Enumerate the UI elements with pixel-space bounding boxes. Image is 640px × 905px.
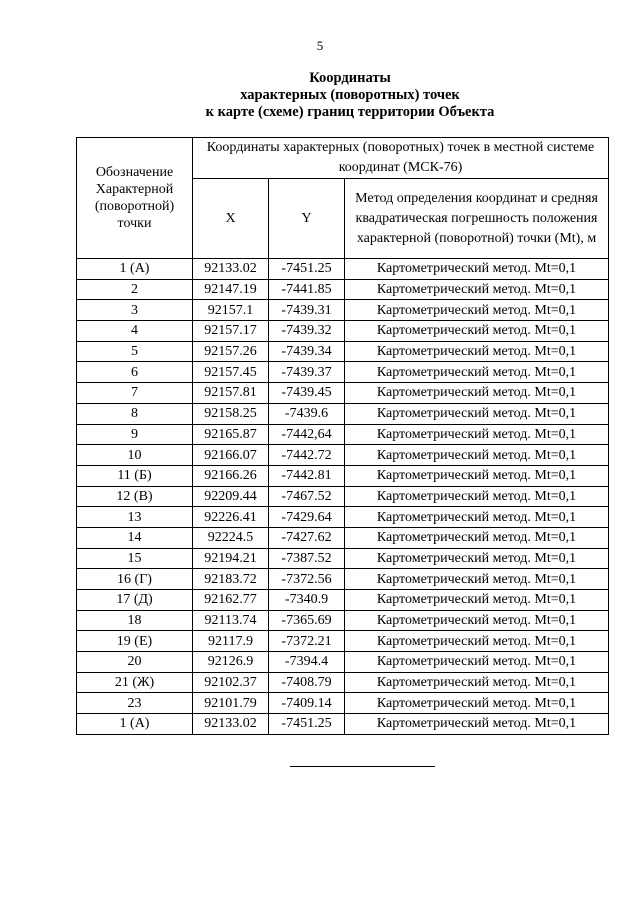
- cell-method: Картометрический метод. Mt=0,1: [345, 590, 609, 611]
- cell-point: 13: [77, 507, 193, 528]
- cell-method: Картометрический метод. Mt=0,1: [345, 672, 609, 693]
- cell-point: 20: [77, 652, 193, 673]
- cell-method: Картометрический метод. Mt=0,1: [345, 548, 609, 569]
- cell-y: -7429.64: [269, 507, 345, 528]
- cell-y: -7451.25: [269, 714, 345, 735]
- header-method: Метод определения координат и средняя квадратическая погрешность положения характерной (поворотной) точки (Mt), м: [345, 179, 609, 259]
- cell-point: 9: [77, 424, 193, 445]
- cell-method: Картометрический метод. Mt=0,1: [345, 424, 609, 445]
- cell-point: 12 (В): [77, 486, 193, 507]
- table-row: [77, 259, 609, 280]
- cell-point: 14: [77, 527, 193, 548]
- cell-y: -7394.4: [269, 652, 345, 673]
- table-row: [77, 527, 609, 548]
- cell-y: -7442.81: [269, 465, 345, 486]
- table-row: [77, 507, 609, 528]
- cell-point: 7: [77, 383, 193, 404]
- cell-method: Картометрический метод. Mt=0,1: [345, 341, 609, 362]
- cell-point: 17 (Д): [77, 590, 193, 611]
- table-row: [77, 279, 609, 300]
- cell-x: 92158.25: [193, 403, 269, 424]
- cell-x: 92224.5: [193, 527, 269, 548]
- cell-y: -7365.69: [269, 610, 345, 631]
- cell-x: 92133.02: [193, 259, 269, 280]
- table-row: [77, 403, 609, 424]
- cell-x: 92157.26: [193, 341, 269, 362]
- cell-x: 92157.45: [193, 362, 269, 383]
- cell-x: 92209.44: [193, 486, 269, 507]
- table-row: [77, 341, 609, 362]
- cell-x: 92157.1: [193, 300, 269, 321]
- cell-x: 92194.21: [193, 548, 269, 569]
- document-title: [0, 70, 640, 121]
- cell-method: Картометрический метод. Mt=0,1: [345, 362, 609, 383]
- cell-y: -7439.31: [269, 300, 345, 321]
- cell-x: 92157.81: [193, 383, 269, 404]
- cell-x: 92133.02: [193, 714, 269, 735]
- cell-point: 6: [77, 362, 193, 383]
- table-row: [77, 445, 609, 466]
- cell-y: -7441.85: [269, 279, 345, 300]
- table-row: [77, 424, 609, 445]
- cell-y: -7442.72: [269, 445, 345, 466]
- cell-method: Картометрический метод. Mt=0,1: [345, 569, 609, 590]
- cell-method: Картометрический метод. Mt=0,1: [345, 631, 609, 652]
- cell-y: -7439.37: [269, 362, 345, 383]
- table-row: [77, 652, 609, 673]
- cell-point: 16 (Г): [77, 569, 193, 590]
- table-row: [77, 383, 609, 404]
- table-row: [77, 610, 609, 631]
- cell-method: Картометрический метод. Mt=0,1: [345, 259, 609, 280]
- table-row: [77, 569, 609, 590]
- cell-method: Картометрический метод. Mt=0,1: [345, 693, 609, 714]
- cell-method: Картометрический метод. Mt=0,1: [345, 486, 609, 507]
- coordinates-table: [76, 137, 609, 735]
- cell-point: 15: [77, 548, 193, 569]
- cell-method: Картометрический метод. Mt=0,1: [345, 714, 609, 735]
- cell-y: -7372.56: [269, 569, 345, 590]
- cell-y: -7467.52: [269, 486, 345, 507]
- cell-y: -7427.62: [269, 527, 345, 548]
- cell-method: Картометрический метод. Mt=0,1: [345, 403, 609, 424]
- table-row: [77, 631, 609, 652]
- header-x: X: [193, 179, 269, 259]
- cell-x: 92113.74: [193, 610, 269, 631]
- cell-x: 92166.07: [193, 445, 269, 466]
- cell-y: -7439.32: [269, 321, 345, 342]
- table-row: [77, 486, 609, 507]
- cell-point: 3: [77, 300, 193, 321]
- cell-method: Картометрический метод. Mt=0,1: [345, 610, 609, 631]
- cell-method: Картометрический метод. Mt=0,1: [345, 465, 609, 486]
- cell-y: -7451.25: [269, 259, 345, 280]
- cell-x: 92162.77: [193, 590, 269, 611]
- cell-point: 23: [77, 693, 193, 714]
- cell-y: -7442,64: [269, 424, 345, 445]
- cell-point: 2: [77, 279, 193, 300]
- cell-y: -7439.6: [269, 403, 345, 424]
- cell-x: 92126.9: [193, 652, 269, 673]
- header-y: Y: [269, 179, 345, 259]
- cell-y: -7439.45: [269, 383, 345, 404]
- cell-x: 92165.87: [193, 424, 269, 445]
- table-row: [77, 714, 609, 735]
- cell-x: 92157.17: [193, 321, 269, 342]
- title-line-2: характерных (поворотных) точек: [240, 87, 460, 103]
- title-line-1: Координаты: [309, 70, 391, 86]
- cell-point: 10: [77, 445, 193, 466]
- cell-method: Картометрический метод. Mt=0,1: [345, 445, 609, 466]
- cell-point: 1 (А): [77, 259, 193, 280]
- table-body: [77, 259, 609, 735]
- cell-point: 1 (А): [77, 714, 193, 735]
- cell-x: 92147.19: [193, 279, 269, 300]
- cell-x: 92166.26: [193, 465, 269, 486]
- table-row: [77, 590, 609, 611]
- cell-method: Картометрический метод. Mt=0,1: [345, 527, 609, 548]
- cell-point: 19 (Е): [77, 631, 193, 652]
- header-designation: Обозначение Характерной (поворотной) точки: [77, 138, 193, 259]
- cell-x: 92101.79: [193, 693, 269, 714]
- cell-method: Картометрический метод. Mt=0,1: [345, 279, 609, 300]
- table-row: [77, 672, 609, 693]
- cell-method: Картометрический метод. Mt=0,1: [345, 507, 609, 528]
- cell-x: 92226.41: [193, 507, 269, 528]
- cell-point: 5: [77, 341, 193, 362]
- cell-y: -7408.79: [269, 672, 345, 693]
- cell-x: 92102.37: [193, 672, 269, 693]
- footer-divider: [290, 766, 435, 767]
- table-row: [77, 362, 609, 383]
- page-number: 5: [316, 38, 324, 53]
- title-line-3: к карте (схеме) границ территории Объекта: [205, 104, 495, 120]
- cell-point: 8: [77, 403, 193, 424]
- cell-y: -7372.21: [269, 631, 345, 652]
- cell-y: -7387.52: [269, 548, 345, 569]
- cell-x: 92117.9: [193, 631, 269, 652]
- table-row: [77, 321, 609, 342]
- cell-point: 18: [77, 610, 193, 631]
- table-row: [77, 693, 609, 714]
- cell-x: 92183.72: [193, 569, 269, 590]
- table-row: [77, 300, 609, 321]
- cell-point: 11 (Б): [77, 465, 193, 486]
- header-coordinate-system: Координаты характерных (поворотных) точек в местной системе координат (МСК-76): [193, 138, 609, 179]
- cell-y: -7409.14: [269, 693, 345, 714]
- cell-method: Картометрический метод. Mt=0,1: [345, 383, 609, 404]
- table-row: [77, 548, 609, 569]
- cell-method: Картометрический метод. Mt=0,1: [345, 300, 609, 321]
- cell-point: 4: [77, 321, 193, 342]
- table-row: [77, 465, 609, 486]
- cell-method: Картометрический метод. Mt=0,1: [345, 321, 609, 342]
- cell-point: 21 (Ж): [77, 672, 193, 693]
- cell-y: -7340.9: [269, 590, 345, 611]
- cell-y: -7439.34: [269, 341, 345, 362]
- cell-method: Картометрический метод. Mt=0,1: [345, 652, 609, 673]
